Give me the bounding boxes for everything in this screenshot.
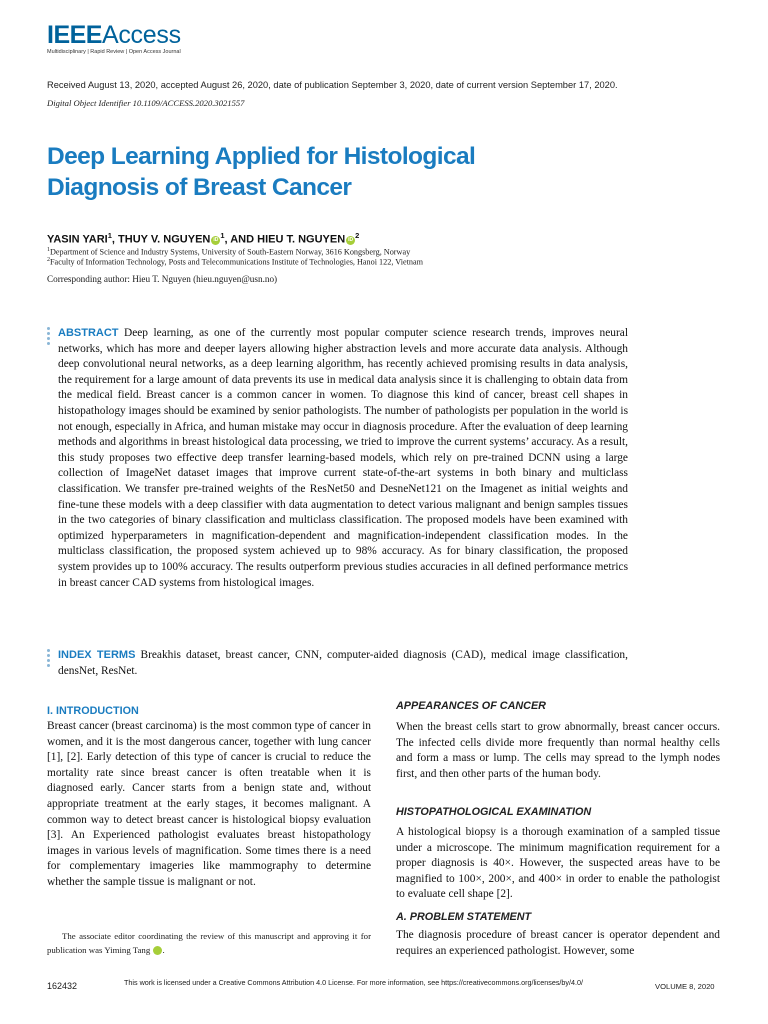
logo-tagline: Multidisciplinary | Rapid Review | Open Access Journal: [47, 49, 181, 55]
page-number: 162432: [47, 981, 78, 991]
affiliation-1-mark: 1: [47, 247, 50, 253]
logo-access: Access: [101, 21, 181, 49]
paper-title: [47, 141, 687, 203]
introduction-text: Breast cancer (breast carcinoma) is the most common type of cancer in women, and it is the most dangerous cancer, together with lung cancer [1], [2]. Early detection of this type of cancer is crucial to reduce the mortality rate since breast cancer is often treatable when it is diagnosed early. Cancer starts from a benign state and, without appropriate treatment at the early stages, it becomes malignant. A common way to detect breast cancer is histological biopsy evaluation [3]. An Experienced pathologist evaluates breast histopathology images in various levels of magnification. Some times there is a need for complementary imageries like mammography to determine whether the sample tissue is malignant or not.: [47, 720, 371, 888]
journal-logo: [47, 22, 181, 55]
author-separator: ,: [111, 233, 119, 246]
doi-line: Digital Object Identifier 10.1109/ACCESS.2020.3021557: [47, 98, 245, 108]
author-thuy-affil: 1: [220, 231, 225, 240]
affiliation-2-mark: 2: [47, 257, 50, 263]
volume-label: VOLUME 8, 2020: [655, 982, 715, 991]
abstract-label: ABSTRACT: [58, 327, 119, 339]
introduction-heading: I. INTRODUCTION: [47, 705, 139, 717]
appearances-text: When the breast cells start to grow abnormally, breast cancer occurs. The infected cells divide more frequently than normal healthy cells and form a mass or lump. The cells may spread to the lymph nodes first, and then other parts of the human body.: [396, 721, 720, 780]
affiliation-2-text: Faculty of Information Technology, Posts and Telecommunications Institute of Technologies, Hanoi 122, Vietnam: [50, 257, 423, 267]
footnote-end: .: [162, 945, 165, 955]
author-thuy-nguyen: THUY V. NGUYEN: [118, 233, 211, 246]
author-hieu-affil: 2: [355, 231, 360, 240]
index-terms-label: INDEX TERMS: [58, 649, 136, 661]
abstract-marker-icon: [47, 327, 51, 347]
author-hieu-nguyen: HIEU T. NGUYEN: [257, 233, 346, 246]
footnote-text: The associate editor coordinating the review of this manuscript and approving it for publication was Yiming Tang: [47, 931, 371, 955]
received-dates: Received August 13, 2020, accepted August 26, 2020, date of publication September 3, 2020, date of current version September 17, 2020.: [47, 80, 618, 90]
license-notice: This work is licensed under a Creative Commons Attribution 4.0 License. For more information, see https://creativecommons.org/licenses/by/4.0/: [124, 978, 584, 987]
orcid-icon[interactable]: iD: [153, 946, 162, 955]
problem-statement-heading: A. PROBLEM STATEMENT: [396, 911, 532, 923]
author-yari-affil: 1: [107, 231, 112, 240]
logo-wordmark: [47, 22, 181, 48]
orcid-icon[interactable]: iD: [348, 236, 354, 243]
affiliation-1-text: Department of Science and Industry Systems, University of South-Eastern Norway, 3616 Kongsberg, Norway: [50, 247, 411, 257]
title-line-1: Deep Learning Applied for Histological: [47, 143, 476, 170]
logo-ieee: IEEE: [47, 21, 102, 49]
affiliation-2: [47, 257, 423, 267]
author-list: [47, 231, 359, 246]
histopathological-text: A histological biopsy is a thorough examination of a sampled tissue under a microscope. The minimum magnification requirement for a proper diagnosis is 40×. However, the suspected areas have to be magnified to 100×, 200×, and 400× in order to enable the pathologist to evaluate cell shape [2].: [396, 826, 720, 901]
author-yari: YASIN YARI: [47, 233, 108, 246]
editor-footnote: [47, 929, 371, 957]
index-terms-marker-icon: [47, 649, 51, 669]
index-terms: [58, 648, 628, 679]
orcid-icon[interactable]: iD: [213, 236, 219, 243]
title-line-2: Diagnosis of Breast Cancer: [47, 174, 352, 201]
abstract-text: Deep learning, as one of the currently most popular computer science research trends, improves neural networks, which has more and deeper layers allowing higher abstraction levels and more accurate data analysis. Although deep convolutional neural networks, as a deep learning algorithm, has recently achieved promising results in data analysis, the requirement for a large amount of data prevents its use in medical data analysis since it is challenging to obtain data from the medical field. Breast cancer is a common cancer in women. To diagnose this kind of cancer, breast cell shapes in histopathology images should be examined by senior pathologists. The number of pathologists per population in the world is not enough, especially in Africa, and human mistake may occur in diagnosis procedure. After the evaluation of deep learning methods and algorithms in breast histological data processing, we tried to improve the current systems’ accuracy. As a result, this study proposes two effective deep transfer learning-based models, which rely on pre-trained DCNN using a large collection of ImageNet dataset images that improve current state-of-the-art systems in both binary and multiclass classification. We transfer pre-trained weights of the ResNet50 and DesneNet121 on the Imagenet as initial weights and fine-tune these models with a deep classifier with data augmentation to detect various malignant and benign samples tissues in the two categories of binary classification and multiclass classification. The proposed models have been examined with optimized hyperparameters in magnification-dependent and magnification-independent classification modes. In the multiclass classification, the proposed system achieved up to 98% accuracy. As for binary classification, the proposed system provides up to 100% accuracy. The results outperform previous studies accuracies in all defined performance metrics in breast cancer CAD systems from histological images.: [58, 327, 628, 589]
histopathological-heading: HISTOPATHOLOGICAL EXAMINATION: [396, 806, 592, 818]
author-separator: , AND: [224, 233, 258, 246]
appearances-heading: APPEARANCES OF CANCER: [396, 700, 546, 712]
problem-statement-text: The diagnosis procedure of breast cancer is operator dependent and requires an experienced pathologist. However, some: [396, 929, 720, 957]
abstract: [58, 326, 628, 591]
index-terms-text: Breakhis dataset, breast cancer, CNN, computer-aided diagnosis (CAD), medical image classification, densNet, ResNet.: [58, 649, 628, 677]
affiliation-1: [47, 247, 410, 257]
corresponding-author: Corresponding author: Hieu T. Nguyen (hieu.nguyen@usn.no): [47, 274, 278, 284]
